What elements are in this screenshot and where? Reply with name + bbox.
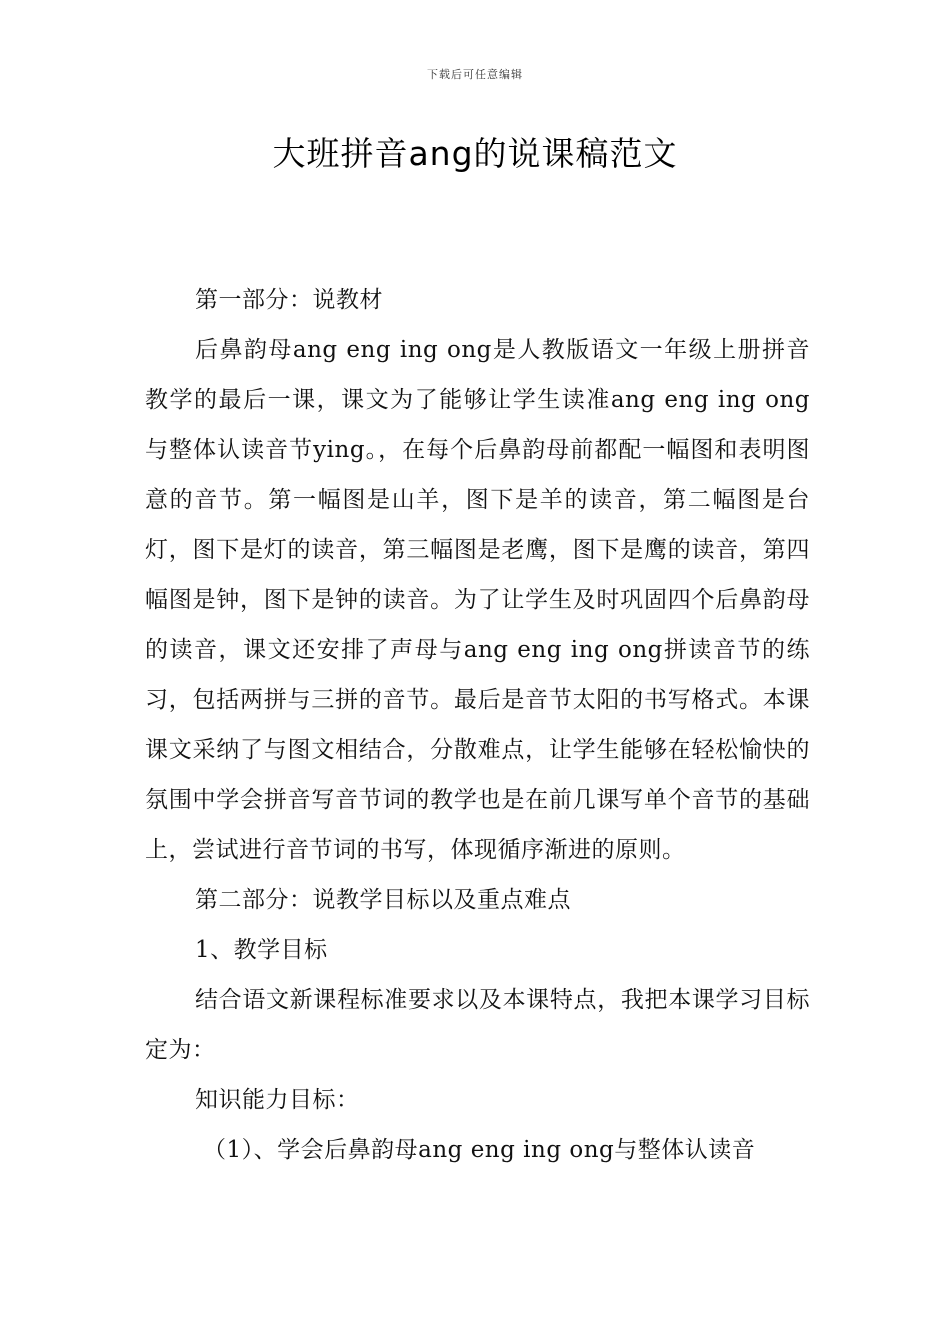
paragraph-part1: 后鼻韵母ang eng ing ong是人教版语文一年级上册拼音教学的最后一课，课文为了能够让学生读准ang eng ing ong与整体认读音节ying。，在每个后鼻韵母前都配一幅图和表明图意的音节。第一幅图是山羊，图下是羊的读音，第二幅图是台灯，图下是灯的读音，第三幅图是老鹰，图下是鹰的读音，第四幅图是钟，图下是钟的读音。为了让学生及时巩固四个后鼻韵母的读音，课文还安排了声母与ang eng ing ong拼读音节的练习，包括两拼与三拼的音节。最后是音节太阳的书写格式。本课课文采纳了与图文相结合，分散难点，让学生能够在轻松愉快的氛围中学会拼音写音节词的教学也是在前几课写单个音节的基础上，尝试进行音节词的书写，体现循序渐进的原则。: [145, 337, 810, 863]
section-heading-part2: 第二部分：说教学目标以及重点难点: [195, 887, 571, 913]
subheading-knowledge-goals: 知识能力目标：: [195, 1087, 360, 1113]
section-heading-part1: 第一部分：说教材: [195, 287, 383, 313]
header-note: 下载后可任意编辑: [427, 68, 523, 81]
subheading-teaching-goals: 1、教学目标: [195, 937, 328, 963]
page-title: 大班拼音ang的说课稿范文: [272, 134, 678, 173]
paragraph-goal-intro: 结合语文新课程标准要求以及本课特点，我把本课学习目标定为：: [145, 987, 810, 1063]
list-item-1: （1）、学会后鼻韵母ang eng ing ong与整体认读音: [203, 1137, 756, 1163]
document-body: [145, 275, 810, 1175]
